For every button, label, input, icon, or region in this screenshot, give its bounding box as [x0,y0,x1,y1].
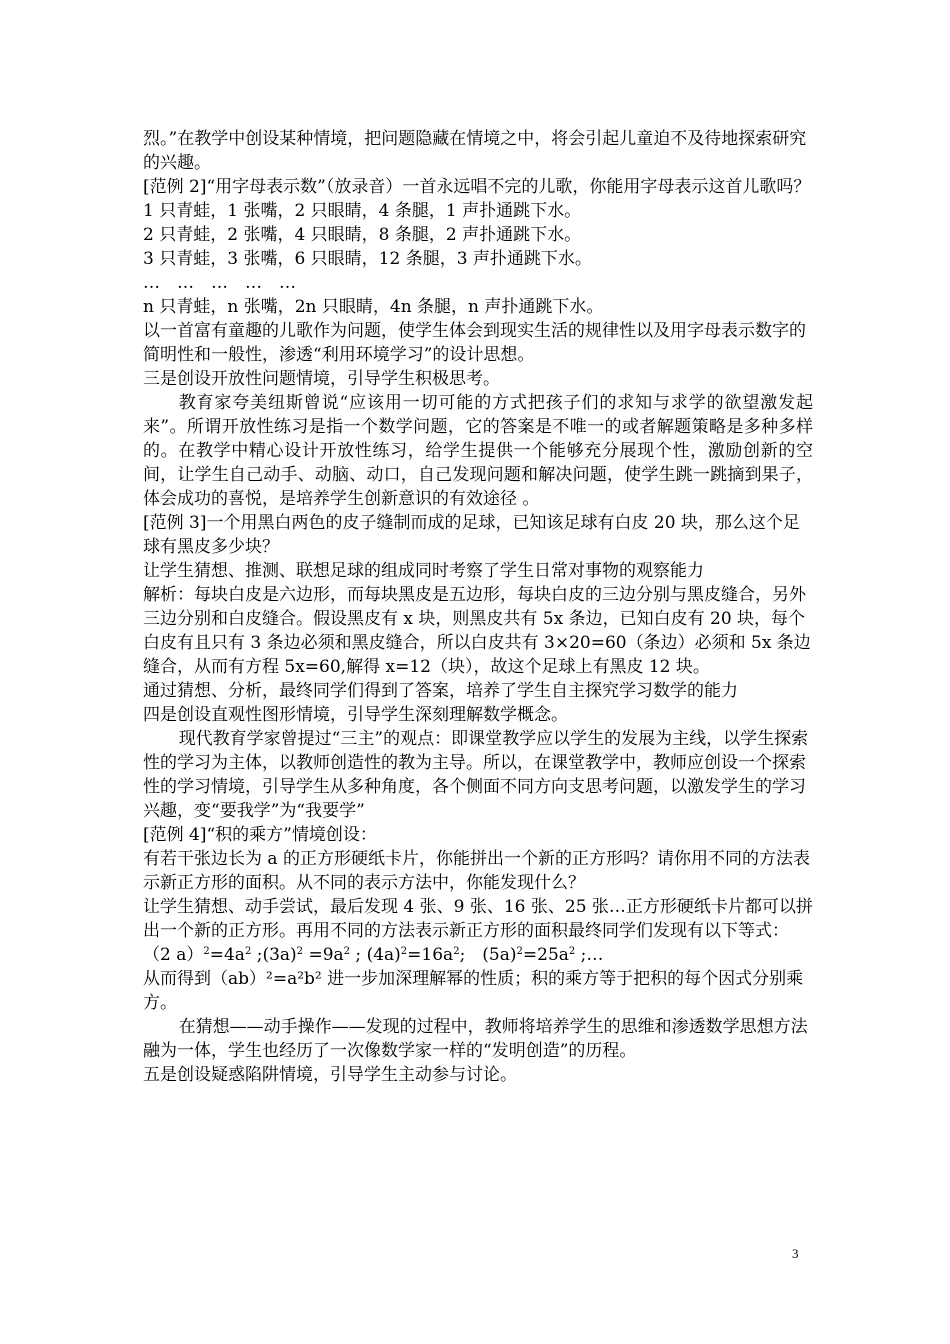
paragraph-example-4: [范例 4]“积的乘方”情境创设： [143,825,377,845]
eq-1-base: （2 a） [143,945,204,965]
paragraph: 从而得到（ab）²=a²b² 进一步加深理解幂的性质；积的乘方等于把积的每个因式分别乘方。 [143,969,804,1013]
paragraph: 现代教育学家曾提过“三主”的观点：即课堂教学应以学生的发展为主线，以学生探索性的学习为主体，以教师创造性的教为主导。所以，在课堂教学中，教师应创设一个探索性的学习情境，引导学生从多种角度，各个侧面不同方向支思考问题，以激发学生的学习兴趣，变“要我学”为“我要学” [143,729,809,821]
rhyme-line: n 只青蛙，n 张嘴，2n 只眼睛，4n 条腿，n 声扑通跳下水。 [143,297,604,317]
eq-4-exp: 2 [516,946,523,957]
eq-2-exp: 2 [296,946,304,957]
eq-tail: ;… [575,945,604,965]
paragraph: 以一首富有童趣的儿歌作为问题，使学生体会到现实生活的规律性以及用字母表示数字的简明性和一般性，渗透“利用环境学习”的设计思想。 [143,321,806,365]
eq-1-rexp: 2 [244,946,252,957]
paragraph: 让学生猜想、动手尝试，最后发现 4 张、9 张、16 张、25 张…正方形硬纸卡片都可以拼出一个新的正方形。再用不同的方法表示新正方形的面积最终同学们发现有以下等式： [143,897,813,941]
paragraph: 教育家夸美纽斯曾说“应该用一切可能的方式把孩子们的求知与求学的欲望激发起来”。所谓开放性练习是指一个数学问题，它的答案是不唯一的或者解题策略是多种多样的。在教学中精心设计开放性练习，给学生提供一个能够充分展现个性，激励创新的空间，让学生自己动手、动脑、动口，自己发现问题和解决问题，使学生跳一跳摘到果子，体会成功的喜悦，是培养学生创新意识的有效途径 。 [143,393,813,509]
paragraph: 让学生猜想、推测、联想足球的组成同时考察了学生日常对事物的观察能力 [143,561,704,581]
eq-2-rexp: 2 [343,946,351,957]
rhyme-line: 3 只青蛙，3 张嘴，6 只眼睛，12 条腿，3 声扑通跳下水。 [143,249,592,269]
eq-sep: ; [459,945,483,965]
rhyme-line: 2 只青蛙，2 张嘴，4 只眼睛，8 条腿，2 声扑通跳下水。 [143,225,582,245]
eq-2-base: (3a) [262,945,297,965]
eq-4-base: (5a) [482,945,517,965]
paragraph: 在猜想——动手操作——发现的过程中，教师将培养学生的思维和渗透数学思想方法融为一体，学生也经历了一次像数学家一样的“发明创造”的历程。 [143,1017,808,1061]
paragraph: 通过猜想、分析，最终同学们得到了答案，培养了学生自主探究学习数学的能力 [143,681,738,701]
section-heading: 四是创设直观性图形情境，引导学生深刻理解数学概念。 [143,705,568,725]
page-number: 3 [792,1246,799,1261]
paragraph-analysis: 解析：每块白皮是六边形，而每块黑皮是五边形，每块白皮的三边分别与黑皮缝合，另外三边分别和白皮缝合。假设黑皮有 x 块，则黑皮共有 5x 条边，已知白皮有 20 块，每个白皮有且只有 3 条边必须和黑皮缝合，所以白皮共有 3×20=60（条边）必须和 5x 条边缝合，从而有方程 5x=60,解得 x=12（块），故这个足球上有黑皮 12 块。 [143,585,811,677]
body-text [143,127,813,1087]
section-heading: 三是创设开放性问题情境，引导学生积极思考。 [143,369,500,389]
eq-4-rexp: 2 [568,946,576,957]
paragraph: 烈。”在教学中创设某种情境，把问题隐藏在情境之中，将会引起儿童迫不及待地探索研究的兴趣。 [143,129,807,173]
eq-3-rhs: =16a [407,945,454,965]
eq-3-exp: 2 [400,946,408,957]
eq-1-exp: 2 [203,946,210,957]
eq-1-rhs: =4a [209,945,245,965]
eq-sep: ; [350,945,367,965]
paragraph-example-2: [范例 2]“用字母表示数”（放录音）一首永远唱不完的儿歌，你能用字母表示这首儿歌吗？ [143,177,811,197]
paragraph-example-3: [范例 3]一个用黑白两色的皮子缝制而成的足球，已知该足球有白皮 20 块，那么这个足球有黑皮多少块？ [143,513,800,557]
eq-4-rhs: =25a [522,945,569,965]
rhyme-line: 1 只青蛙，1 张嘴，2 只眼睛，4 条腿，1 声扑通跳下水。 [143,201,582,221]
ellipsis-line: … … … … … [143,273,296,293]
eq-2-rhs: =9a [303,945,344,965]
equation-line [143,943,813,967]
eq-sep: ; [251,945,263,965]
paragraph: 有若干张边长为 a 的正方形硬纸卡片，你能拼出一个新的正方形吗？请你用不同的方法表示新正方形的面积。从不同的表示方法中，你能发现什么？ [143,849,810,893]
section-heading: 五是创设疑惑陷阱情境，引导学生主动参与讨论。 [143,1065,517,1085]
eq-3-base: (4a) [366,945,401,965]
eq-3-rexp: 2 [453,946,460,957]
